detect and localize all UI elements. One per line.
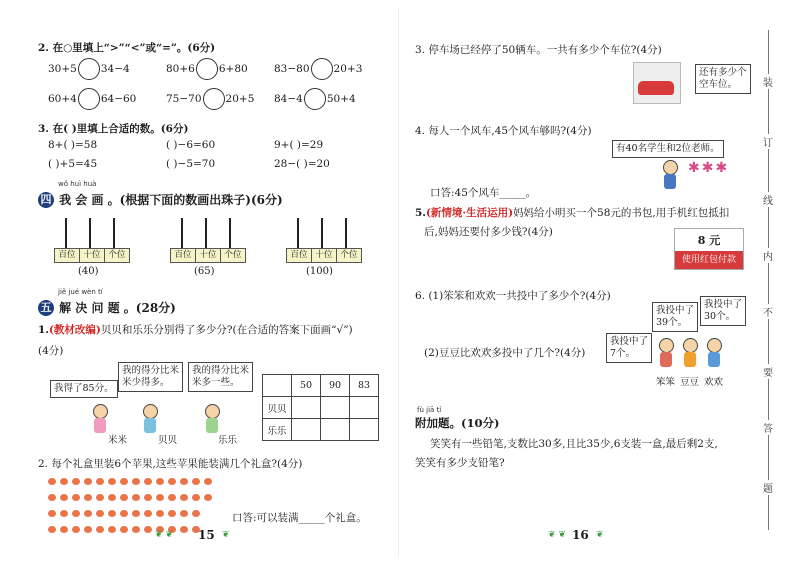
place-label: 百位 <box>55 249 80 262</box>
apple-icon <box>132 494 140 501</box>
apple-icon <box>120 478 128 485</box>
sec5-header <box>38 297 176 316</box>
apple-icon <box>144 478 152 485</box>
apple-icon <box>96 526 104 533</box>
table-row <box>263 419 379 441</box>
binding-char: 不 <box>760 304 776 319</box>
answer-cell[interactable] <box>321 419 350 441</box>
kid-body <box>684 352 696 367</box>
apple-icon <box>168 494 176 501</box>
apple-icon <box>96 510 104 517</box>
red-envelope-button[interactable]: 使用红包付款 <box>675 251 743 269</box>
apple-icon <box>48 526 56 533</box>
fill-item-4[interactable]: ( )+5=45 <box>48 158 98 170</box>
q5-number: 5. <box>415 207 426 219</box>
bubble-mimi: 我得了85分。 <box>50 380 118 398</box>
kid-body <box>144 418 156 433</box>
abacus-base <box>170 248 246 263</box>
abacus-base <box>286 248 362 263</box>
apple-icon <box>48 510 56 517</box>
sec4-number: 四 <box>38 192 54 208</box>
extra-line1: 笑笑有一些铅笔,支数比30多,且比35少,6支装一盒,最后剩2支, <box>430 438 718 450</box>
fill-item-1[interactable]: 8+( )=58 <box>48 139 98 151</box>
apple-icon <box>108 510 116 517</box>
table-cell: 贝贝 <box>263 397 292 419</box>
kid-doudou-illustration <box>678 338 702 372</box>
compare-circle[interactable] <box>78 58 100 80</box>
r-q5-line2: 后,妈妈还要付多少钱?(4分) <box>424 226 553 238</box>
apple-icon <box>144 510 152 517</box>
bubble-parking <box>695 64 751 94</box>
q1-line <box>38 322 353 337</box>
apple-icon <box>60 494 68 501</box>
q2b-text: 2. 每个礼盒里装6个苹果,这些苹果能装满几个礼盒?(4分) <box>38 458 303 470</box>
bubble-benben <box>652 302 698 332</box>
abacus-value: (65) <box>194 266 215 277</box>
place-label: 个位 <box>108 250 126 260</box>
expr-left: 80+6 <box>166 63 195 75</box>
sec4-pinyin: wǒ huì huà <box>58 180 97 188</box>
bubble-students: 有40名学生和2位老师。 <box>612 140 724 158</box>
expr-right: 6+80 <box>218 63 248 75</box>
apple-icon <box>132 510 140 517</box>
answer-cell[interactable] <box>292 419 321 441</box>
compare-row-2c <box>274 88 356 110</box>
kid-head <box>663 160 678 175</box>
fill-item-6[interactable]: 28−( )=20 <box>274 158 330 170</box>
expr-left: 30+5 <box>48 63 77 75</box>
compare-circle[interactable] <box>311 58 333 80</box>
kid-benben-illustration <box>654 338 678 372</box>
r-q3-text: 3. 停车场已经停了50辆车。一共有多少个车位?(4分) <box>415 44 662 56</box>
expr-left: 84−4 <box>274 93 303 105</box>
binding-char: 线 <box>760 192 776 207</box>
apple-icon <box>180 510 188 517</box>
abacus-base <box>54 248 130 263</box>
page-number-right: 16 <box>572 528 589 542</box>
parking-lot-illustration <box>633 62 681 104</box>
table-cell: 83 <box>350 375 379 397</box>
bubble-line: 30个。 <box>704 311 736 322</box>
q2b-answer[interactable]: 口答:可以装满_____个礼盒。 <box>232 512 367 524</box>
leaf-icon: ❦ <box>596 530 604 540</box>
kid-head <box>205 404 220 419</box>
apple-icon <box>120 494 128 501</box>
r-q5-line1 <box>415 205 729 220</box>
expr-left: 83−80 <box>274 63 310 75</box>
apple-icon <box>204 494 212 501</box>
kid-head <box>93 404 108 419</box>
extra-title: 附加题。(10分) <box>415 416 500 430</box>
bubble-line: 7个。 <box>610 348 636 359</box>
compare-circle[interactable] <box>78 88 100 110</box>
apple-icon <box>120 510 128 517</box>
apple-icon <box>204 478 212 485</box>
apple-icon <box>60 478 68 485</box>
place-label: 个位 <box>340 250 358 260</box>
r-q4-text: 4. 每人一个风车,45个风车够吗?(4分) <box>415 125 592 137</box>
bubble-line: 我的得分比米 <box>122 365 180 376</box>
bubble-line: 39个。 <box>656 317 688 328</box>
kid-head <box>707 338 722 353</box>
apple-icon <box>156 494 164 501</box>
extra-pinyin: fù jiā tí <box>417 406 442 414</box>
sec5-number: 五 <box>38 300 54 316</box>
compare-row-1c <box>274 58 362 80</box>
q1-text: 贝贝和乐乐分别得了多少分?(在合适的答案下面画“√”) <box>100 324 353 336</box>
bubble-line: 米少得多。 <box>122 377 170 388</box>
apple-icon <box>96 494 104 501</box>
apple-icon <box>168 478 176 485</box>
place-label: 十位 <box>196 249 221 262</box>
place-label: 十位 <box>80 249 105 262</box>
apple-icon <box>132 526 140 533</box>
binding-char: 答 <box>760 420 776 435</box>
expr-right: 20+5 <box>225 93 255 105</box>
place-label: 百位 <box>171 249 196 262</box>
place-label: 个位 <box>224 250 242 260</box>
kid-head <box>659 338 674 353</box>
kid-body <box>94 418 106 433</box>
kid-name-benben: 笨笨 <box>656 377 676 388</box>
answer-cell[interactable] <box>292 397 321 419</box>
place-label: 十位 <box>312 249 337 262</box>
page-number-left: 15 <box>198 528 215 542</box>
apple-icon <box>48 494 56 501</box>
apple-icon <box>84 494 92 501</box>
expr-left: 75−70 <box>166 93 202 105</box>
bubble-beibei <box>118 362 183 392</box>
binding-char: 题 <box>760 480 776 495</box>
kid-name-mimi: 米米 <box>108 435 128 446</box>
compare-row-1b <box>166 58 248 80</box>
bubble-line: 还有多少个 <box>699 67 747 78</box>
bubble-line: 米多一些。 <box>192 377 240 388</box>
apple-icon <box>108 478 116 485</box>
answer-cell[interactable] <box>350 397 379 419</box>
phone-payment-card[interactable] <box>674 228 744 270</box>
apple-icon <box>72 526 80 533</box>
compare-row-2a <box>48 88 136 110</box>
place-label: 百位 <box>287 249 312 262</box>
apple-icon <box>48 478 56 485</box>
apple-icon <box>180 526 188 533</box>
q1-tag: (教材改编) <box>48 324 101 336</box>
binding-char: 订 <box>760 134 776 149</box>
car-icon <box>638 81 674 95</box>
sec4-title: 我 会 画 。(根据下面的数画出珠子)(6分) <box>59 193 283 207</box>
apple-icon <box>180 494 188 501</box>
apple-icon <box>96 478 104 485</box>
apple-icon <box>72 478 80 485</box>
apple-icon <box>108 526 116 533</box>
table-cell: 50 <box>292 375 321 397</box>
table-cell <box>263 375 292 397</box>
apple-icon <box>84 510 92 517</box>
fill-item-5[interactable]: ( )−5=70 <box>166 158 216 170</box>
fill-item-3[interactable]: 9+( )=29 <box>274 139 324 151</box>
kid-body <box>708 352 720 367</box>
apple-icon <box>192 478 200 485</box>
compare-circle[interactable] <box>196 58 218 80</box>
bubble-huanhuan <box>700 296 746 326</box>
apple-icon <box>60 510 68 517</box>
page-divider <box>398 8 399 558</box>
kid-name-huanhuan: 欢欢 <box>704 377 724 388</box>
pinwheel-icon: ✱✱✱ <box>688 160 730 176</box>
table-row <box>263 375 379 397</box>
sec4-header <box>38 189 283 208</box>
expr-right: 34−4 <box>100 63 130 75</box>
bubble-line: 空车位。 <box>699 79 738 90</box>
bubble-line: 我的得分比米 <box>192 365 250 376</box>
r-q6-part1: 6. (1)笨笨和欢欢一共投中了多少个?(4分) <box>415 290 611 302</box>
table-row <box>263 397 379 419</box>
compare-row-2b <box>166 88 254 110</box>
table-cell: 乐乐 <box>263 419 292 441</box>
kid-head <box>143 404 158 419</box>
kid-body <box>664 174 676 189</box>
table-cell: 90 <box>321 375 350 397</box>
apple-icon <box>120 526 128 533</box>
leaf-icon: ❦ <box>222 530 230 540</box>
kid-body <box>206 418 218 433</box>
r-q4-answer[interactable]: 口答:45个风车_____。 <box>430 187 537 199</box>
kid-huanhuan-illustration <box>702 338 726 372</box>
leaf-icon: ❦ ❦ <box>548 530 566 540</box>
score-table <box>262 374 379 441</box>
bubble-doudou <box>606 333 652 363</box>
answer-cell[interactable] <box>350 419 379 441</box>
apple-icon <box>72 494 80 501</box>
r-q6-part2: (2)豆豆比欢欢多投中了几个?(4分) <box>424 347 586 359</box>
bubble-lele <box>188 362 253 392</box>
apple-icon <box>84 526 92 533</box>
extra-line2: 笑笑有多少支铅笔? <box>415 457 505 469</box>
bubble-line: 我投中了 <box>656 305 695 316</box>
kid-body <box>660 352 672 367</box>
q1-points: (4分) <box>38 345 64 357</box>
kid-head <box>683 338 698 353</box>
apple-icon <box>108 494 116 501</box>
binding-line <box>768 30 769 530</box>
apple-icon <box>60 526 68 533</box>
q5-tag: (新情境·生活运用) <box>425 207 514 219</box>
apple-icon <box>144 494 152 501</box>
apple-icon <box>192 510 200 517</box>
apple-icon <box>180 478 188 485</box>
expr-right: 20+3 <box>333 63 363 75</box>
apple-icon <box>168 510 176 517</box>
binding-char: 要 <box>760 364 776 379</box>
compare-circle[interactable] <box>304 88 326 110</box>
q2-title: 2. 在○里填上“>”“<”或“=”。(6分) <box>38 42 216 54</box>
apple-icon <box>72 510 80 517</box>
answer-cell[interactable] <box>321 397 350 419</box>
kid-name-lele: 乐乐 <box>218 435 238 446</box>
bubble-line: 我投中了 <box>704 299 743 310</box>
kid-name-beibei: 贝贝 <box>158 435 178 446</box>
teacher-illustration <box>658 160 682 196</box>
binding-char: 内 <box>760 248 776 263</box>
compare-circle[interactable] <box>203 88 225 110</box>
binding-char: 装 <box>760 74 776 89</box>
sec5-title: 解 决 问 题 。(28分) <box>59 301 176 315</box>
q5-text: 妈妈给小明买一个58元的书包,用手机红包抵扣 <box>513 207 730 219</box>
kid-name-doudou: 豆豆 <box>680 377 700 388</box>
apple-icon <box>192 494 200 501</box>
bubble-line: 我投中了 <box>610 336 649 347</box>
leaf-icon: ❦ ❦ <box>155 530 173 540</box>
apple-icon <box>84 478 92 485</box>
apple-icon <box>132 478 140 485</box>
expr-left: 60+4 <box>48 93 77 105</box>
expr-right: 64−60 <box>100 93 137 105</box>
q1-number: 1. <box>38 324 49 336</box>
fill-item-2[interactable]: ( )−6=60 <box>166 139 216 151</box>
expr-right: 50+4 <box>326 93 356 105</box>
compare-row-1a <box>48 58 130 80</box>
abacus-value: (40) <box>78 266 99 277</box>
abacus-value: (100) <box>306 266 333 277</box>
q3-title: 3. 在( )里填上合适的数。(6分) <box>38 123 189 135</box>
apple-icon <box>156 510 164 517</box>
apple-icon <box>156 478 164 485</box>
price-label: 8 元 <box>697 234 721 247</box>
apple-icon <box>144 526 152 533</box>
sec5-pinyin: jiě jué wèn tí <box>58 288 103 296</box>
